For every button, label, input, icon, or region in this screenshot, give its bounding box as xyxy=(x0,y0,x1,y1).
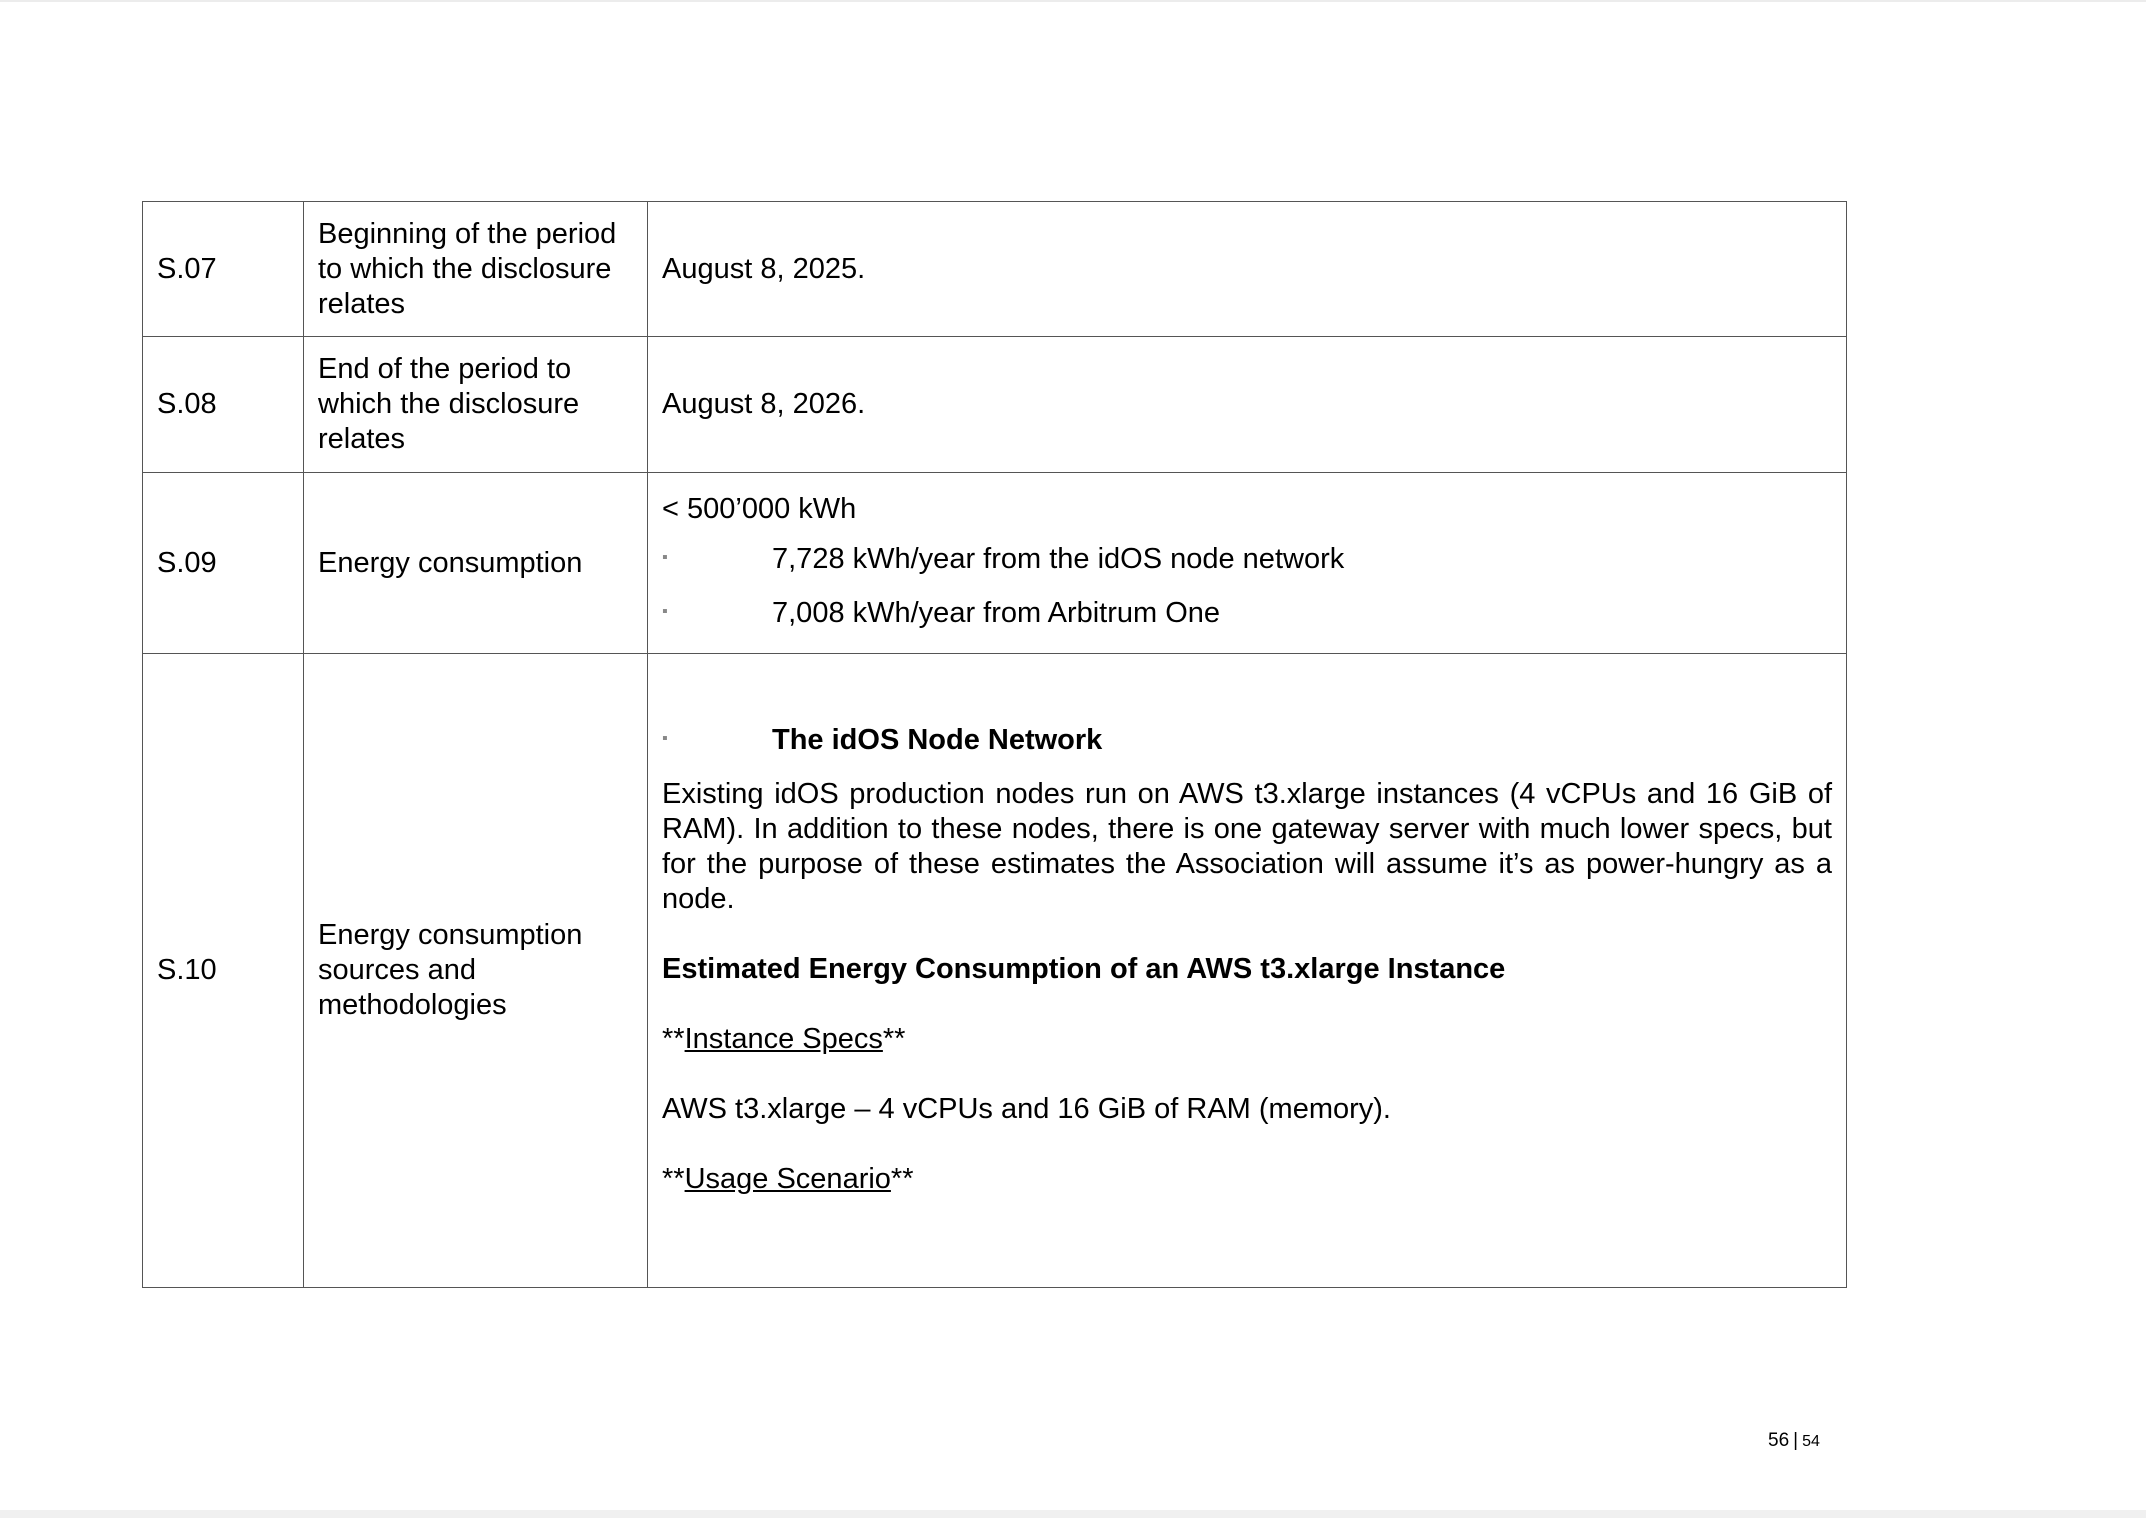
row-code: S.07 xyxy=(143,202,304,337)
list-item-text: 7,728 kWh/year from the idOS node network xyxy=(772,542,1345,575)
usage-scenario-label: Usage Scenario xyxy=(684,1163,891,1195)
row-value: August 8, 2026. xyxy=(648,337,1847,473)
row-label: Energy consumption xyxy=(304,473,648,654)
list-item xyxy=(662,596,1832,635)
row-value-cell xyxy=(648,654,1847,1288)
row-label: Energy consumption sources and methodologies xyxy=(304,654,648,1288)
subheading: Estimated Energy Consumption of an AWS t3.xlarge Instance xyxy=(662,953,1506,985)
section-heading: The idOS Node Network xyxy=(772,724,1103,756)
page-number xyxy=(1768,1430,1820,1452)
table-row xyxy=(143,202,1847,337)
row-label: End of the period to which the disclosure relates xyxy=(304,337,648,473)
markdown-marker: ** xyxy=(890,1163,914,1195)
page-current: 56 xyxy=(1768,1430,1790,1451)
table-row xyxy=(143,337,1847,473)
page-bottom-border xyxy=(0,1510,2146,1518)
square-bullet-icon: ▪ xyxy=(662,730,668,747)
page-total: 54 xyxy=(1802,1433,1820,1450)
markdown-marker: ** xyxy=(662,1163,685,1195)
disclosure-table xyxy=(142,201,1847,1288)
markdown-marker: ** xyxy=(882,1023,906,1055)
row-code: S.10 xyxy=(143,654,304,1288)
row-label: Beginning of the period to which the disclosure relates xyxy=(304,202,648,337)
methodology-paragraph: Existing idOS production nodes run on AWS t3.xlarge instances (4 vCPUs and 16 GiB of RAM). In addition to these nodes, there is one gateway server with much lower specs, but for the purpose of these estimates the Association will assume it’s as power-hungry as a node. xyxy=(662,778,1832,915)
markdown-marker: ** xyxy=(662,1023,685,1055)
usage-scenario-heading xyxy=(662,1162,1832,1197)
table-row xyxy=(143,654,1847,1288)
row-code: S.09 xyxy=(143,473,304,654)
square-bullet-icon: ▪ xyxy=(662,602,668,620)
row-value: August 8, 2025. xyxy=(648,202,1847,337)
list-item xyxy=(662,542,1832,581)
energy-total: < 500’000 kWh xyxy=(662,492,857,525)
square-bullet-icon: ▪ xyxy=(662,548,668,566)
table-row xyxy=(143,473,1847,654)
row-code: S.08 xyxy=(143,337,304,473)
list-item-text: 7,008 kWh/year from Arbitrum One xyxy=(772,596,1221,629)
list-item xyxy=(662,723,1832,762)
instance-specs-text: AWS t3.xlarge – 4 vCPUs and 16 GiB of RAM (memory). xyxy=(662,1093,1391,1125)
page-top-border xyxy=(0,0,2146,2)
page-separator: | xyxy=(1793,1430,1799,1451)
instance-specs-heading xyxy=(662,1022,1832,1057)
instance-specs-label: Instance Specs xyxy=(684,1023,883,1055)
row-value-cell xyxy=(648,473,1847,654)
